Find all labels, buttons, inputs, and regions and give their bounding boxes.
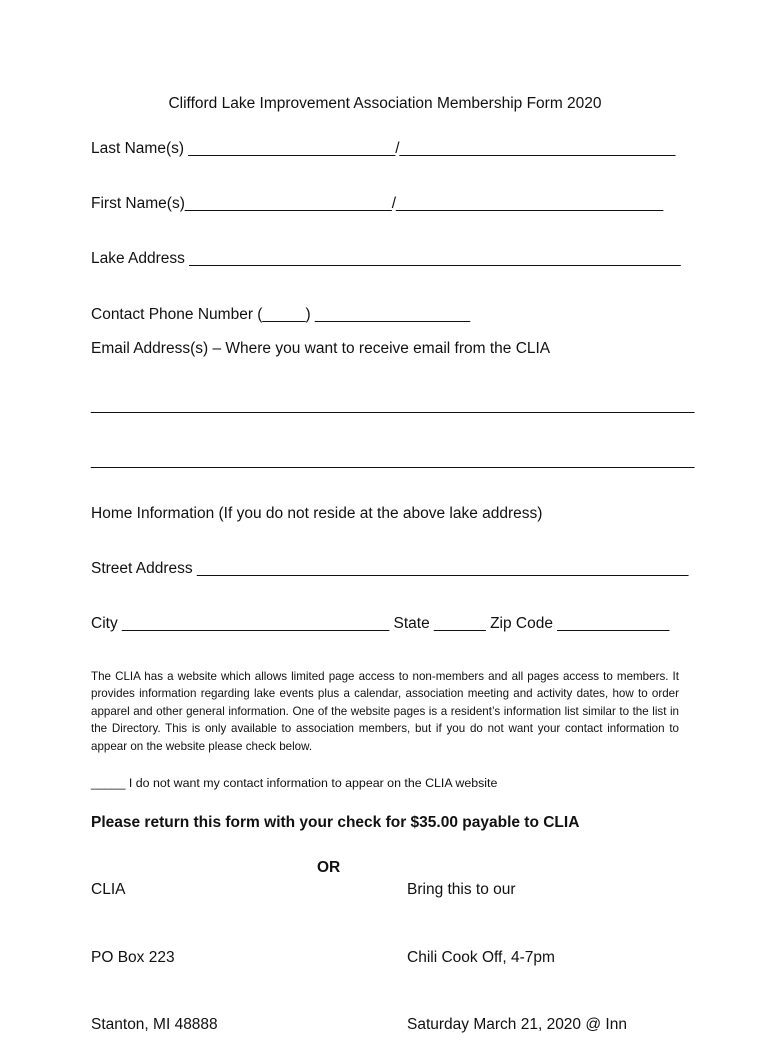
opt-out-checkline[interactable]: _____ I do not want my contact information to appear on the CLIA website xyxy=(91,776,498,790)
email-line-1[interactable]: ______________________________________________________________________ xyxy=(91,397,695,414)
form-title: Clifford Lake Improvement Association Membership Form 2020 xyxy=(168,95,602,112)
website-note-paragraph: The CLIA has a website which allows limited page access to non-members and all pages access to members. It provides information regarding lake events plus a calendar, association meeting and activity dates, how to order apparel and other general information. One of the website pages is a resident’s information list similar to the list in the Directory. This is only available to association members, but if you do not want your contact information to appear on the website please check below. xyxy=(91,670,679,753)
city-state-zip-field[interactable]: City _______________________________ State ______ Zip Code _____________ xyxy=(91,615,670,632)
event-info xyxy=(407,834,627,1059)
or-label: OR xyxy=(317,858,341,876)
return-heading: Please return this form with your check for $35.00 payable to CLIA xyxy=(91,814,580,831)
email-line-2[interactable]: ______________________________________________________________________ xyxy=(91,452,695,469)
last-name-field[interactable]: Last Name(s) ________________________/________________________________ xyxy=(91,140,676,157)
home-info-label: Home Information (If you do not reside at the above lake address) xyxy=(91,505,543,522)
first-name-field[interactable]: First Name(s)________________________/_______________________________ xyxy=(91,195,664,212)
mailing-line: CLIA xyxy=(91,881,126,898)
lake-address-field[interactable]: Lake Address _________________________________________________________ xyxy=(91,250,681,267)
event-line: Saturday March 21, 2020 @ Inn xyxy=(407,1016,627,1033)
mailing-line: Stanton, MI 48888 xyxy=(91,1016,218,1033)
event-line: Chili Cook Off, 4-7pm xyxy=(407,948,555,966)
mailing-line: PO Box 223 xyxy=(91,948,175,966)
email-label: Email Address(s) – Where you want to receive email from the CLIA xyxy=(91,340,551,357)
mailing-address xyxy=(91,834,218,1059)
contact-phone-field[interactable]: Contact Phone Number (_____) __________________ xyxy=(91,306,471,323)
street-address-field[interactable]: Street Address _________________________________________________________ xyxy=(91,560,689,577)
event-line: Bring this to our xyxy=(407,881,516,898)
